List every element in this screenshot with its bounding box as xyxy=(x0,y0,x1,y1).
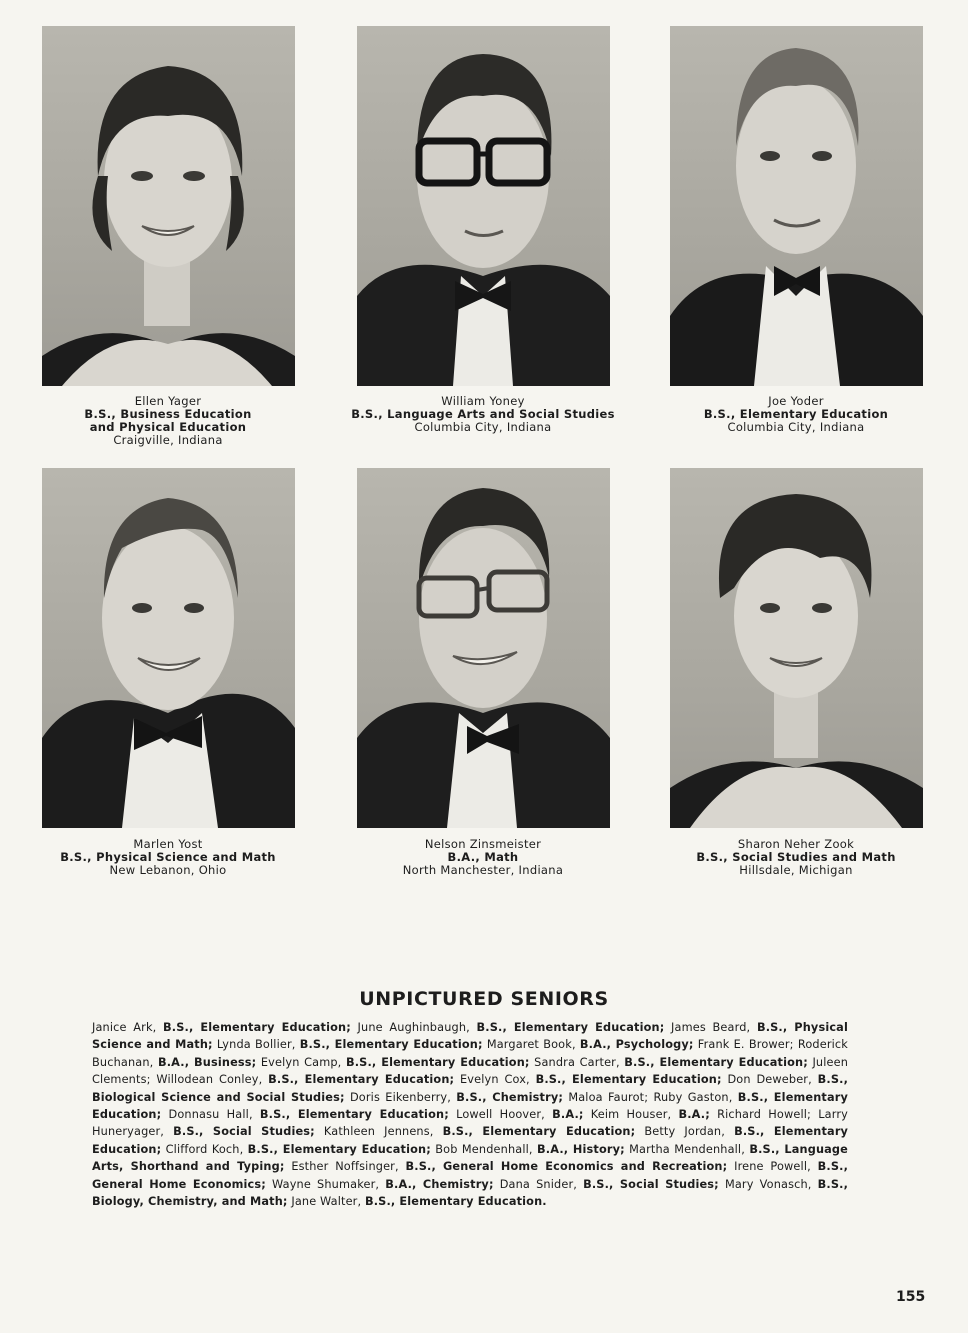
portrait-photo xyxy=(42,26,295,386)
senior-hometown: New Lebanon, Ohio xyxy=(109,863,227,877)
unpictured-senior-degree: B.S., Elementary Education xyxy=(268,1073,450,1087)
unpictured-senior-name: Larry Huneryager xyxy=(92,1108,848,1139)
unpictured-senior-name: Lynda Bollier xyxy=(216,1038,292,1052)
unpictured-senior-name: Willodean Conley xyxy=(156,1073,259,1087)
unpictured-senior-degree: B.S., General Home Economics and Recreation xyxy=(405,1160,723,1174)
unpictured-senior-name: Evelyn Cox xyxy=(460,1073,527,1087)
unpictured-senior-degree: B.S., Elementary Education xyxy=(247,1142,427,1156)
senior-caption xyxy=(333,395,633,434)
unpictured-senior-degree: B.S., Elementary Education xyxy=(442,1125,631,1139)
senior-caption xyxy=(18,395,318,447)
unpictured-senior-degree: B.S., Elementary Education xyxy=(476,1021,660,1034)
unpictured-senior-degree: B.S., Elementary Education xyxy=(624,1055,804,1069)
unpictured-senior-degree: B.S., Physical Science and Math xyxy=(92,1021,848,1052)
unpictured-senior-degree: B.A. xyxy=(552,1108,579,1122)
unpictured-senior-degree: B.S., Elementary Education xyxy=(92,1090,848,1122)
unpictured-senior-degree: B.S., Elementary Education xyxy=(345,1055,525,1069)
unpictured-senior-degree: B.A., Psychology xyxy=(579,1038,689,1052)
senior-caption xyxy=(646,395,946,434)
senior-hometown: North Manchester, Indiana xyxy=(402,863,564,877)
unpictured-senior-degree: B.S., Elementary Education xyxy=(259,1108,445,1122)
unpictured-senior-degree: B.A. xyxy=(678,1108,706,1122)
unpictured-senior-name: Roderick Buchanan xyxy=(92,1038,848,1069)
unpictured-senior-name: Mary Vonasch xyxy=(724,1177,808,1191)
unpictured-senior-name: Wayne Shumaker xyxy=(272,1177,376,1191)
unpictured-senior-name: Don Deweber xyxy=(727,1073,809,1087)
unpictured-senior-name: Frank E. Brower xyxy=(697,1038,790,1052)
portrait-photo xyxy=(357,26,610,386)
unpictured-senior-name: Keim Houser xyxy=(590,1108,668,1122)
unpictured-senior-degree: B.A., Business xyxy=(157,1055,252,1069)
senior-hometown: Columbia City, Indiana xyxy=(727,420,865,434)
unpictured-senior-name: Jane Walter xyxy=(291,1195,358,1209)
senior-caption xyxy=(18,838,318,877)
unpictured-senior-name: Juleen Clements xyxy=(92,1055,849,1087)
unpictured-senior-degree: B.S., Language Arts, Shorthand and Typing xyxy=(92,1142,848,1174)
unpictured-seniors-paragraph: Janice Ark, B.S., Elementary Education; June Aughinbaugh, B.S., Elementary Education; James Beard, B.S., Physical Science and Math; Lynda Bollier, B.S., Elementary Education; Margaret Book, B.A., Psychology; Frank E. Brower; Roderick Buchanan, B.A., Business; Evelyn Camp, B.S., Elementary Education; Sandra Carter, B.S., Elementary Education; Juleen Clements; Willodean Conley, B.S., Elementary Education; Evelyn Cox, B.S., Elementary Education; Don Deweber, B.S., Biological Science and Social Studies; Doris Eikenberry, B.S., Chemistry; Maloa Faurot; Ruby Gaston, B.S., Elementary Education; Donnasu Hall, B.S., Elementary Education; Lowell Hoover, B.A.; Keim Houser, B.A.; Richard Howell; Larry Huneryager, B.S., Social Studies; Kathleen Jennens, B.S., Elementary Education; Betty Jordan, B.S., Elementary Education; Clifford Koch, B.S., Elementary Education; Bob Mendenhall, B.A., History; Martha Mendenhall, B.S., Language Arts, Shorthand and Typing; Esther Noffsinger, B.S., General Home Economics and Recreation; Irene Powell, B.S., General Home Economics; Wayne Shumaker, B.A., Chemistry; Dana Snider, B.S., Social Studies; Mary Vonasch, B.S., Biology, Chemistry, and Math; Jane Walter, B.S., Elementary Education. xyxy=(92,1021,849,1209)
unpictured-senior-name: Irene Powell xyxy=(734,1160,808,1174)
senior-degree: B.S., Business Education and Physical Education xyxy=(84,407,252,434)
unpictured-senior-name: Maloa Faurot xyxy=(568,1090,645,1104)
unpictured-senior-degree: B.A., Chemistry xyxy=(385,1177,489,1191)
senior-name: Sharon Neher Zook xyxy=(737,837,855,851)
unpictured-senior-name: Dana Snider xyxy=(499,1177,574,1191)
senior-name: Marlen Yost xyxy=(133,837,203,851)
unpictured-senior-name: Lowell Hoover xyxy=(456,1108,542,1122)
unpictured-senior-name: Clifford Koch xyxy=(165,1142,240,1156)
unpictured-senior-name: June Aughinbaugh xyxy=(357,1021,467,1034)
senior-hometown: Columbia City, Indiana xyxy=(414,420,552,434)
section-title: UNPICTURED SENIORS xyxy=(359,988,609,1010)
unpictured-senior-degree: B.S., Biological Science and Social Studies xyxy=(92,1073,849,1104)
senior-name: Joe Yoder xyxy=(768,394,824,408)
senior-degree: B.A., Math xyxy=(447,850,519,864)
senior-name: Nelson Zinsmeister xyxy=(424,837,542,851)
page-number: 155 xyxy=(896,1289,926,1305)
portrait-photo xyxy=(670,26,923,386)
portrait-photo xyxy=(42,468,295,828)
senior-name: William Yoney xyxy=(441,394,525,408)
senior-hometown: Hillsdale, Michigan xyxy=(739,863,853,877)
unpictured-senior-degree: B.A., History xyxy=(537,1142,621,1156)
unpictured-senior-name: Ruby Gaston xyxy=(653,1090,729,1104)
unpictured-senior-name: Doris Eikenberry xyxy=(349,1090,448,1104)
unpictured-senior-degree: B.S., General Home Economics xyxy=(92,1160,849,1191)
unpictured-senior-name: Richard Howell xyxy=(717,1108,808,1122)
unpictured-senior-name: Martha Mendenhall xyxy=(629,1142,742,1156)
unpictured-senior-name: Margaret Book xyxy=(486,1038,572,1052)
senior-degree: B.S., Elementary Education xyxy=(703,407,889,421)
portrait-photo xyxy=(670,468,923,828)
senior-degree: B.S., Social Studies and Math xyxy=(696,850,896,864)
unpictured-senior-name: Donnasu Hall xyxy=(168,1108,249,1122)
unpictured-senior-degree: B.S., Social Studies xyxy=(173,1125,311,1139)
unpictured-senior-name: Janice Ark xyxy=(92,1021,153,1034)
unpictured-senior-degree: B.S., Elementary Education xyxy=(163,1021,347,1034)
senior-caption xyxy=(646,838,946,877)
unpictured-senior-name: Betty Jordan xyxy=(644,1125,722,1139)
portrait-photo xyxy=(357,468,610,828)
unpictured-senior-name: Bob Mendenhall xyxy=(435,1142,529,1156)
unpictured-senior-degree: B.S., Biology, Chemistry, and Math xyxy=(92,1177,849,1209)
unpictured-senior-name: Sandra Carter xyxy=(534,1055,616,1069)
unpictured-senior-degree: B.S., Social Studies xyxy=(583,1177,715,1191)
unpictured-senior-degree: B.S., Elementary Education xyxy=(535,1073,717,1087)
senior-degree: B.S., Physical Science and Math xyxy=(60,850,276,864)
unpictured-senior-degree: B.S., Elementary Education xyxy=(299,1038,478,1052)
unpictured-senior-degree: B.S., Elementary Education xyxy=(92,1125,849,1156)
senior-caption xyxy=(333,838,633,877)
unpictured-senior-degree: B.S., Chemistry xyxy=(456,1090,559,1104)
senior-degree: B.S., Language Arts and Social Studies xyxy=(351,407,615,421)
unpictured-senior-name: Evelyn Camp xyxy=(260,1055,338,1069)
senior-hometown: Craigville, Indiana xyxy=(113,433,223,447)
senior-name: Ellen Yager xyxy=(134,394,202,408)
unpictured-senior-degree: B.S., Elementary Education xyxy=(364,1195,543,1209)
unpictured-senior-name: James Beard xyxy=(671,1021,747,1034)
unpictured-senior-name: Esther Noffsinger xyxy=(291,1160,395,1174)
unpictured-senior-name: Kathleen Jennens xyxy=(323,1125,430,1139)
